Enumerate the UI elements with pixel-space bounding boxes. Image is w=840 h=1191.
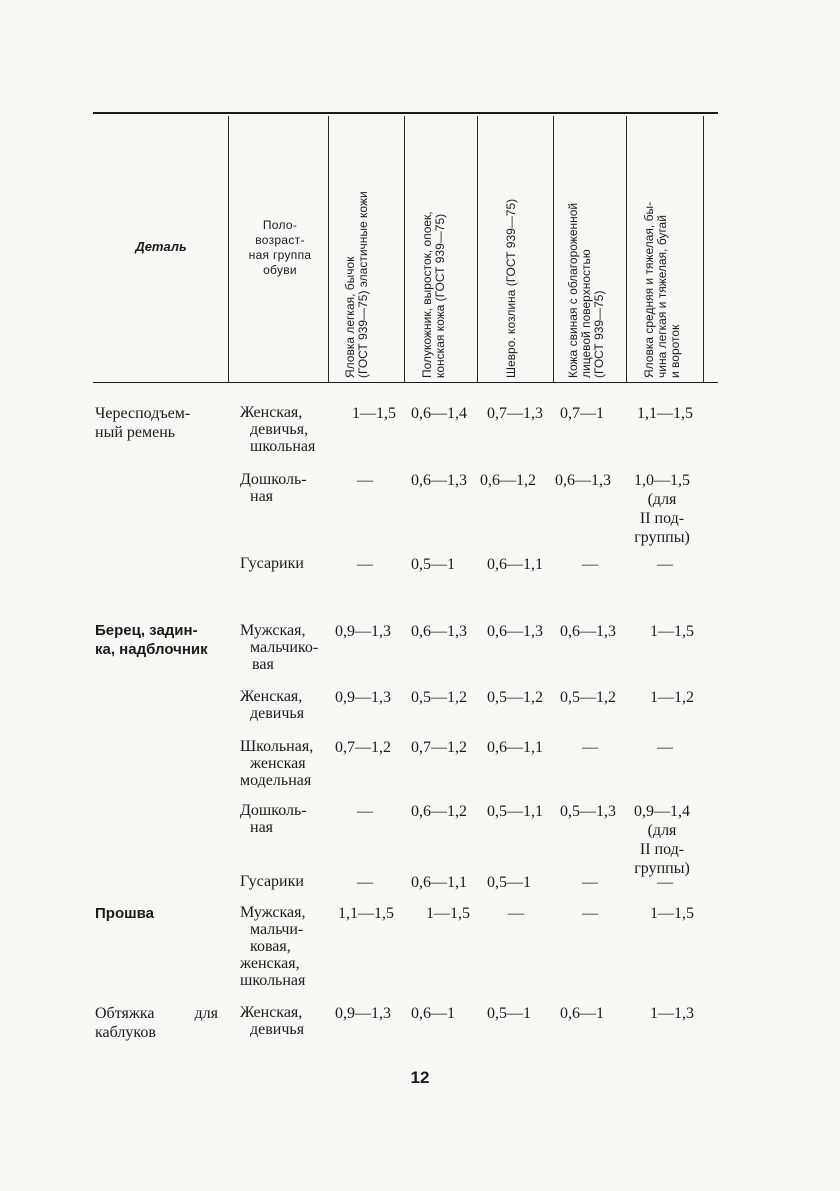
header-material-5: Яловка средняя и тяжелая, бы- чина легкая и тяжелая, бугай и вороток xyxy=(642,201,682,378)
header-group: Поло- возраст- ная группа обуви xyxy=(248,218,312,277)
value-cell: 0,6—1,3 xyxy=(555,472,611,489)
value-cell: — xyxy=(357,556,373,573)
value-cell: 0,6—1,3 xyxy=(560,623,616,640)
value-cell: 0,6—1,3 xyxy=(487,623,543,640)
value-cell: 0,7—1,2 xyxy=(411,739,467,756)
value-cell: 0,6—1,1 xyxy=(487,556,543,573)
group-label: Гусарики xyxy=(240,555,304,572)
value-cell: — xyxy=(582,905,598,922)
detail-label: Берец, задин- ка, надблочник xyxy=(95,622,208,658)
value-cell: — xyxy=(582,739,598,756)
value-cell: 0,7—1 xyxy=(560,405,604,422)
value-cell: 0,5—1 xyxy=(487,1005,531,1022)
detail-label: Прошва xyxy=(95,905,154,922)
group-label: Школьная, женская модельная xyxy=(240,738,314,789)
value-cell: 0,7—1,3 xyxy=(487,405,543,422)
col-divider xyxy=(228,116,229,382)
value-cell: — xyxy=(657,874,673,891)
value-cell: — xyxy=(357,472,373,489)
value-cell: 1,1—1,5 xyxy=(338,905,394,922)
value-cell: 0,9—1,3 xyxy=(335,689,391,706)
value-cell: 0,6—1,3 xyxy=(411,472,467,489)
header-material-2: Полукожник, выросток, опоек, конская кожа (ГОСТ 939—75) xyxy=(420,211,447,378)
value-cell: 0,6—1,2 xyxy=(411,803,467,820)
value-cell: — xyxy=(582,874,598,891)
group-label: Дошколь- ная xyxy=(240,471,307,505)
value-cell: 0,6—1,1 xyxy=(487,739,543,756)
col-divider xyxy=(553,116,554,382)
value-cell: 1—1,5 xyxy=(650,623,694,640)
value-cell: 0,5—1,1 xyxy=(487,803,543,820)
col-divider xyxy=(328,116,329,382)
value-cell: — xyxy=(657,739,673,756)
value-cell: 1—1,3 xyxy=(650,1005,694,1022)
col-divider xyxy=(626,116,627,382)
header-material-4: Кожа свиная с облагороженной лицевой поверхностью (ГОСТ 939—75) xyxy=(566,202,606,378)
value-cell: 1—1,5 xyxy=(650,905,694,922)
group-label: Дошколь- ная xyxy=(240,802,307,836)
col-divider xyxy=(477,116,478,382)
value-cell: 0,5—1,2 xyxy=(411,689,467,706)
group-label: Женская, девичья xyxy=(240,1004,305,1038)
value-cell: 0,6—1,1 xyxy=(411,874,467,891)
value-cell: 0,7—1,2 xyxy=(335,739,391,756)
value-cell: — xyxy=(582,556,598,573)
group-label: Гусарики xyxy=(240,873,304,890)
col-divider xyxy=(404,116,405,382)
value-cell: 0,6—1,2 xyxy=(480,472,536,489)
header-material-3: Шевро. козлина (ГОСТ 939—75) xyxy=(504,198,518,378)
group-label: Женская, девичья xyxy=(240,688,305,722)
value-cell: 1—1,5 xyxy=(426,905,470,922)
value-cell: 0,5—1,3 xyxy=(560,803,616,820)
value-cell-with-note: 0,9—1,4 (для II под- группы) xyxy=(634,803,690,877)
value-cell: 0,9—1,3 xyxy=(335,1005,391,1022)
detail-label: Обтяжка для каблуков xyxy=(95,1005,218,1041)
value-cell: 0,5—1 xyxy=(411,556,455,573)
value-cell: 0,6—1,3 xyxy=(411,623,467,640)
value-cell: 0,5—1,2 xyxy=(560,689,616,706)
value-cell: 1,1—1,5 xyxy=(637,405,693,422)
value-cell: 0,6—1,4 xyxy=(411,405,467,422)
page-number: 12 xyxy=(410,1068,430,1087)
col-divider xyxy=(703,116,704,382)
top-rule xyxy=(93,112,718,114)
value-cell: 1—1,5 xyxy=(352,405,396,422)
group-label: Мужская, мальчи- ковая, женская, школьная xyxy=(240,904,306,989)
value-cell: — xyxy=(357,803,373,820)
value-cell: — xyxy=(357,874,373,891)
group-label: Женская, девичья, школьная xyxy=(240,404,316,455)
value-cell: — xyxy=(657,556,673,573)
header-detail: Деталь xyxy=(135,239,187,254)
value-cell: 1—1,2 xyxy=(650,689,694,706)
value-cell: 0,6—1 xyxy=(560,1005,604,1022)
header-bottom-rule xyxy=(93,382,718,383)
value-cell: 0,6—1 xyxy=(411,1005,455,1022)
value-cell: 0,5—1 xyxy=(487,874,531,891)
header-material-1: Яловка легкая, бычок (ГОСТ 939—75) эластичные кожи xyxy=(343,191,370,378)
value-cell-with-note: 1,0—1,5 (для II под- группы) xyxy=(634,472,690,546)
value-cell: 0,5—1,2 xyxy=(487,689,543,706)
detail-label: Чересподъем- ный ремень xyxy=(95,405,191,441)
group-label: Мужская, мальчико- вая xyxy=(240,622,319,673)
value-cell: — xyxy=(508,905,524,922)
value-cell: 0,9—1,3 xyxy=(335,623,391,640)
